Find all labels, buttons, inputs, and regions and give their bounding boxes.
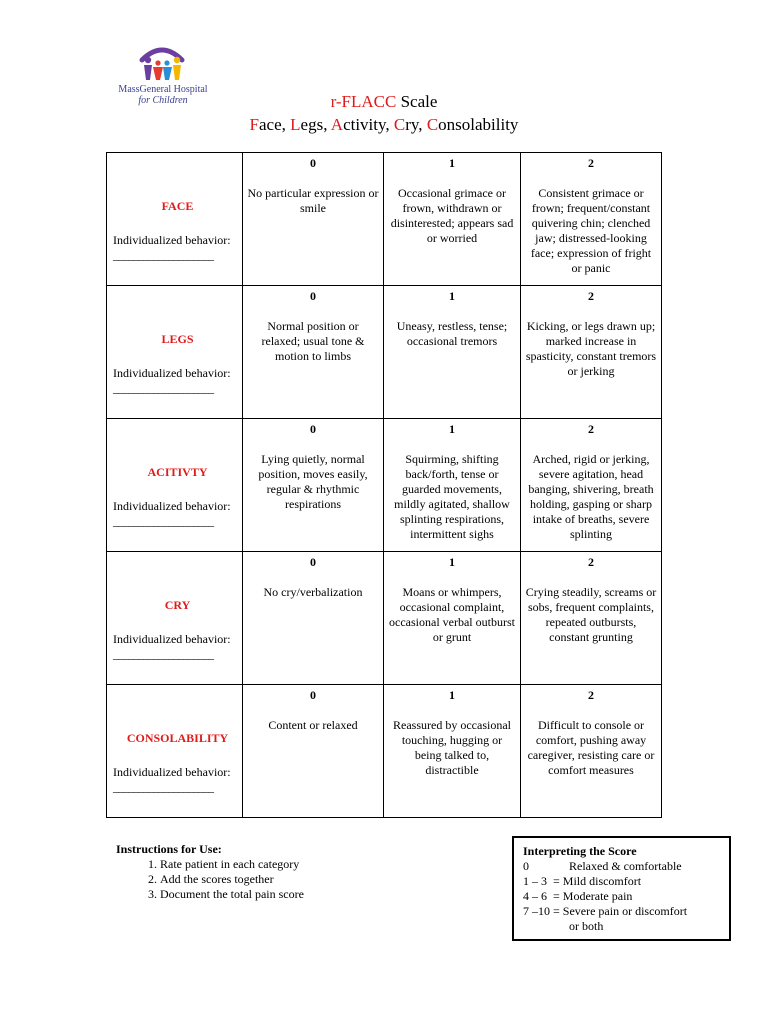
category-name: CRY	[164, 598, 191, 612]
logo-line-2: for Children	[138, 95, 188, 106]
subtitle-initial: A	[330, 115, 344, 134]
category-cell	[107, 552, 243, 685]
score-label: 2	[588, 422, 594, 436]
subtitle-rest: ctivity,	[343, 115, 394, 134]
individualized-behavior-label: Individualized behavior:	[113, 765, 231, 779]
score-meaning: = Severe pain or discomfort	[553, 904, 688, 918]
score-description: Difficult to console or comfort, pushing away caregiver, resisting care or comfort measures	[527, 718, 655, 777]
category-cell	[107, 685, 243, 818]
page-title	[0, 92, 768, 112]
interpretation-continuation: or both	[569, 919, 604, 933]
category-row	[107, 153, 662, 286]
category-name: LEGS	[161, 332, 194, 346]
score-cell	[384, 552, 521, 685]
score-label: 2	[588, 156, 594, 170]
instruction-step: 1. Rate patient in each category	[160, 857, 304, 872]
individualized-behavior-line: ____________________	[113, 248, 213, 262]
score-description: Consistent grimace or frown; frequent/constant quivering chin; clenched jaw; distressed-looking face; expression of fright or panic	[530, 186, 652, 275]
score-cell	[521, 153, 662, 286]
score-label: 1	[449, 289, 455, 303]
score-description: Arched, rigid or jerking, severe agitation, head banging, shivering, breath holding, gasping or sharp intake of breaths, severe splinting	[528, 452, 654, 541]
interpretation-row	[523, 889, 729, 904]
interpretation-row	[523, 874, 729, 889]
score-cell	[243, 286, 384, 419]
score-label: 2	[588, 688, 594, 702]
interpretation-row	[523, 904, 729, 919]
individualized-behavior-label: Individualized behavior:	[113, 233, 231, 247]
category-row	[107, 685, 662, 818]
interpretation-row	[523, 859, 729, 874]
category-cell	[107, 419, 243, 552]
score-cell	[243, 153, 384, 286]
score-meaning: Relaxed & comfortable	[569, 859, 682, 873]
score-label: 0	[310, 422, 316, 436]
instruction-step: 2. Add the scores together	[160, 872, 304, 887]
family-figures-icon	[136, 44, 188, 84]
score-label: 1	[449, 156, 455, 170]
score-cell	[384, 286, 521, 419]
title-suffix: Scale	[396, 92, 438, 111]
score-cell	[521, 685, 662, 818]
category-cell	[107, 286, 243, 419]
title-prefix: r-FLACC	[330, 92, 397, 111]
category-row	[107, 419, 662, 552]
individualized-behavior-line: ____________________	[113, 647, 213, 661]
interpretation-title: Interpreting the Score	[523, 844, 637, 858]
score-description: No cry/verbalization	[263, 585, 363, 599]
individualized-behavior-label: Individualized behavior:	[113, 366, 231, 380]
score-cell	[384, 153, 521, 286]
flacc-table	[106, 152, 662, 818]
score-cell	[521, 552, 662, 685]
subtitle-rest: egs,	[300, 115, 331, 134]
page-subtitle	[0, 115, 768, 135]
subtitle-rest: ace,	[259, 115, 291, 134]
score-cell	[384, 685, 521, 818]
score-label: 2	[588, 555, 594, 569]
individualized-behavior-line: ____________________	[113, 780, 213, 794]
instructions-list	[116, 857, 304, 902]
category-row	[107, 286, 662, 419]
score-description: Content or relaxed	[268, 718, 358, 732]
score-label: 0	[310, 555, 316, 569]
score-cell	[521, 286, 662, 419]
individualized-behavior-line: ____________________	[113, 381, 213, 395]
score-label: 2	[588, 289, 594, 303]
score-description: Kicking, or legs drawn up; marked increase in spasticity, constant tremors or jerking	[525, 319, 657, 378]
category-name: CONSOLABILITY	[126, 731, 229, 745]
score-description: Squirming, shifting back/forth, tense or guarded movements, mildly agitated, shallow splinting respirations, intermittent sighs	[394, 452, 510, 541]
score-label: 1	[449, 422, 455, 436]
score-range: 0	[523, 859, 529, 873]
score-meaning: = Moderate pain	[553, 889, 633, 903]
subtitle-initial: F	[249, 115, 260, 134]
score-range: 7 –10	[523, 904, 550, 918]
instructions-title: Instructions for Use:	[116, 842, 222, 856]
subtitle-rest: onsolability	[438, 115, 519, 134]
score-meaning: = Mild discomfort	[553, 874, 642, 888]
subtitle-rest: ry,	[405, 115, 427, 134]
score-cell	[243, 685, 384, 818]
score-description: Reassured by occasional touching, hugging or being talked to, distractible	[393, 718, 511, 777]
score-cell	[243, 419, 384, 552]
individualized-behavior-label: Individualized behavior:	[113, 632, 231, 646]
individualized-behavior-label: Individualized behavior:	[113, 499, 231, 513]
category-name: ACITIVTY	[147, 465, 208, 479]
score-label: 0	[310, 289, 316, 303]
subtitle-initial: C	[426, 115, 439, 134]
score-range: 1 – 3	[523, 874, 547, 888]
score-description: Moans or whimpers, occasional complaint, occasional verbal outburst or grunt	[389, 585, 515, 644]
score-description: Uneasy, restless, tense; occasional tremors	[396, 319, 508, 348]
interpretation-box	[512, 836, 731, 941]
score-cell	[384, 419, 521, 552]
subtitle-initial: C	[393, 115, 406, 134]
score-range: 4 – 6	[523, 889, 547, 903]
logo-line-1: MassGeneral Hospital	[118, 84, 208, 95]
instructions	[116, 842, 304, 902]
score-label: 1	[449, 688, 455, 702]
category-row	[107, 552, 662, 685]
score-description: Occasional grimace or frown, withdrawn or disinterested; appears sad or worried	[390, 186, 514, 245]
instruction-step: 3. Document the total pain score	[160, 887, 304, 902]
subtitle-initial: L	[290, 115, 301, 134]
category-name: FACE	[161, 199, 194, 213]
score-label: 0	[310, 688, 316, 702]
score-description: No particular expression or smile	[247, 186, 379, 215]
score-cell	[243, 552, 384, 685]
individualized-behavior-line: ____________________	[113, 514, 213, 528]
score-description: Normal position or relaxed; usual tone & motion to limbs	[261, 319, 365, 363]
score-label: 0	[310, 156, 316, 170]
category-cell	[107, 153, 243, 286]
score-description: Crying steadily, screams or sobs, frequent complaints, repeated outbursts, constant grunting	[525, 585, 657, 644]
score-cell	[521, 419, 662, 552]
score-description: Lying quietly, normal position, moves easily, regular & rhythmic respirations	[258, 452, 368, 511]
score-label: 1	[449, 555, 455, 569]
